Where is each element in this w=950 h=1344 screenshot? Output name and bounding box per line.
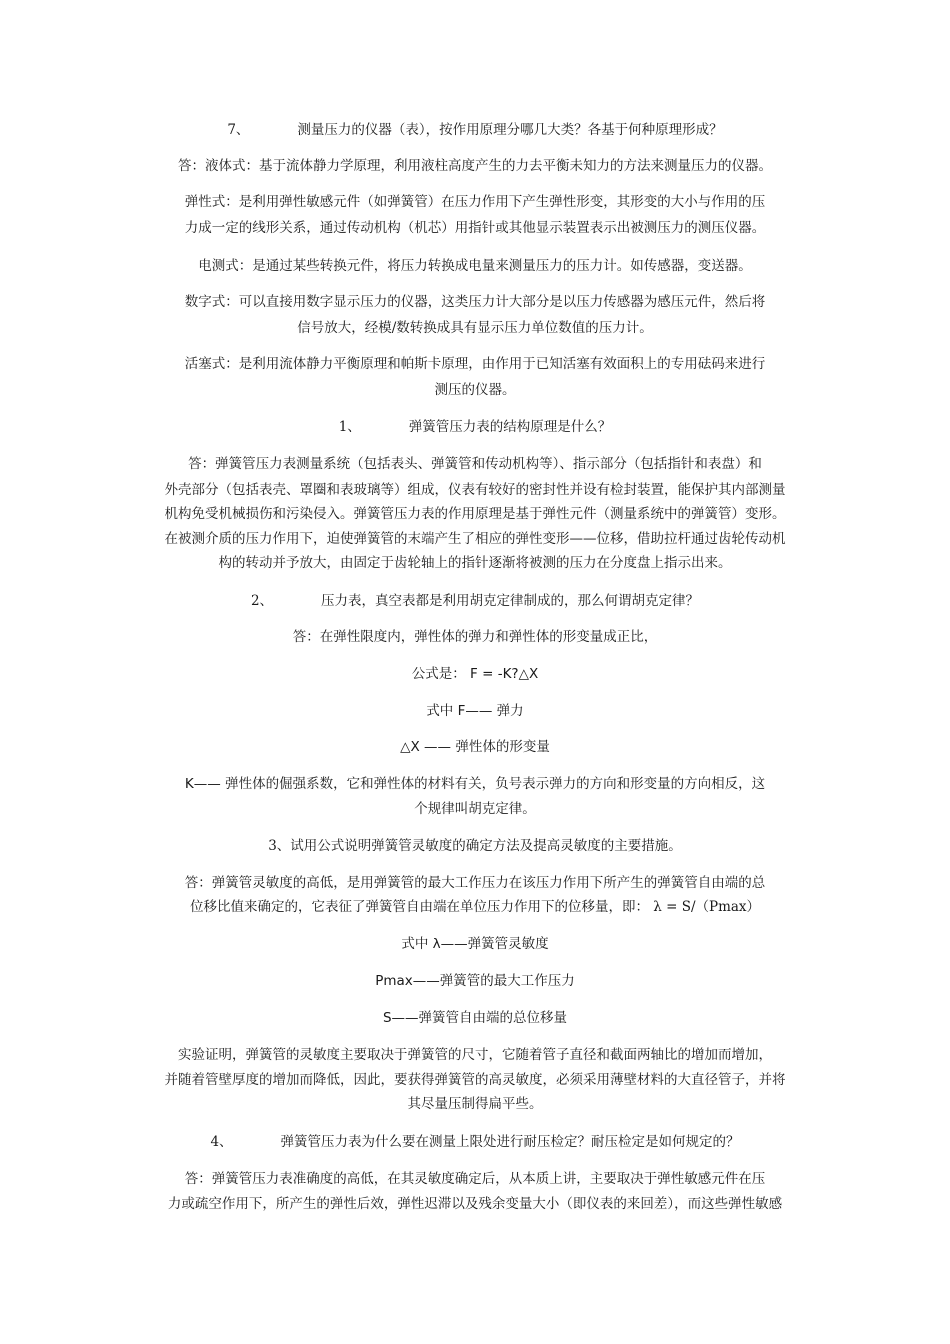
q2-question: 压力表，真空表都是利用胡克定律制成的，那么何谓胡克定律？ <box>321 593 700 609</box>
q1-answer-line1: 答：弹簧管压力表测量系统（包括表头、弹簧管和传动机构等）、指示部分（包括指针和表盘）和 <box>188 456 762 472</box>
q3-where-lambda: 式中 λ——弹簧管灵敏度 <box>401 936 549 952</box>
q7-digital-line1: 数字式：可以直接用数字显示压力的仪器，这类压力计大部分是以压力传感器为感压元件，然后将 <box>184 294 766 310</box>
q3-body-line1: 实验证明，弹簧管的灵敏度主要取决于弹簧管的尺寸，它随着管子直径和截面两轴比的增加而增加， <box>178 1047 772 1063</box>
q1-heading <box>0 418 950 436</box>
q7-question: 测量压力的仪器（表），按作用原理分哪几大类？各基于何种原理形成？ <box>297 122 723 138</box>
q2-where-f: 式中 F—— 弹力 <box>426 703 524 719</box>
q3-body-line2: 并随着管壁厚度的增加而降低，因此，要获得弹簧管的高灵敏度，必须采用薄壁材料的大直径管子，并将 <box>164 1072 786 1088</box>
q7-digital-line2: 信号放大，经模/数转换成具有显示压力单位数值的压力计。 <box>297 320 653 336</box>
q2-where-k-line2: 个规律叫胡克定律。 <box>414 801 536 817</box>
q4-answer-line1: 答：弹簧管压力表准确度的高低，在其灵敏度确定后，从本质上讲，主要取决于弹性敏感元件在压 <box>184 1171 766 1187</box>
q2-where-k-line1: K—— 弹性体的倔强系数，它和弹性体的材料有关，负号表示弹力的方向和形变量的方向相反，这 <box>184 776 766 792</box>
q2-heading <box>0 592 950 610</box>
q3-where-pmax: Pmax——弹簧管的最大工作压力 <box>375 973 575 989</box>
q3-answer-line2: 位移比值来确定的，它表征了弹簧管自由端在单位压力作用下的位移量，即： λ = S/（Pmax） <box>189 899 761 915</box>
q3-where-s: S——弹簧管自由端的总位移量 <box>382 1010 568 1026</box>
q3-heading: 3、试用公式说明弹簧管灵敏度的确定方法及提高灵敏度的主要措施。 <box>268 838 682 854</box>
q2-number: 2、 <box>250 593 274 609</box>
q1-question: 弹簧管压力表的结构原理是什么？ <box>408 419 612 435</box>
q2-where-x: △X —— 弹性体的形变量 <box>400 739 550 755</box>
q3-answer-line1: 答：弹簧管灵敏度的高低，是用弹簧管的最大工作压力在该压力作用下所产生的弹簧管自由端的总 <box>184 875 766 891</box>
q7-piston-line1: 活塞式：是利用流体静力平衡原理和帕斯卡原理，由作用于已知活塞有效面积上的专用砝码来进行 <box>184 356 766 372</box>
q7-electric: 电测式：是通过某些转换元件，将压力转换成电量来测量压力的压力计。如传感器，变送器。 <box>198 258 752 274</box>
q7-answer-liquid: 答：液体式：基于流体静力学原理，利用液柱高度产生的力去平衡未知力的方法来测量压力的仪器。 <box>178 158 772 174</box>
q4-number: 4、 <box>210 1134 233 1150</box>
q7-heading <box>0 121 950 139</box>
q7-elastic-line2: 力成一定的线形关系，通过传动机构（机芯）用指针或其他显示装置表示出被测压力的测压仪器。 <box>184 220 766 236</box>
q4-question: 弹簧管压力表为什么要在测量上限处进行耐压检定？耐压检定是如何规定的？ <box>280 1134 740 1150</box>
q7-elastic-line1: 弹性式：是利用弹性敏感元件（如弹簧管）在压力作用下产生弹性形变，其形变的大小与作用的压 <box>184 194 766 210</box>
q4-heading <box>0 1133 950 1151</box>
q1-answer-line5: 构的转动并予放大，由固定于齿轮轴上的指针逐渐将被测的压力在分度盘上指示出来。 <box>218 555 732 571</box>
q1-number: 1、 <box>338 419 361 435</box>
q7-number: 7、 <box>227 122 250 138</box>
q2-formula: 公式是： F = -K?△X <box>411 666 539 682</box>
q1-answer-line4: 在被测介质的压力作用下，迫使弹簧管的末端产生了相应的弹性变形——位移，借助拉杆通过齿轮传动机 <box>164 531 786 547</box>
q1-answer-line2: 外壳部分（包括表壳、罩圈和表玻璃等）组成，仪表有较好的密封性并设有检封装置，能保护其内部测量 <box>164 482 786 498</box>
q3-body-line3: 其尽量压制得扁平些。 <box>407 1096 543 1112</box>
q1-answer-line3: 机构免受机械损伤和污染侵入。弹簧管压力表的作用原理是基于弹性元件（测量系统中的弹簧管）变形。 <box>164 506 786 522</box>
q2-answer: 答：在弹性限度内，弹性体的弹力和弹性体的形变量成正比， <box>292 629 658 645</box>
q4-answer-line2: 力或疏空作用下，所产生的弹性后效，弹性迟滞以及残余变量大小（即仪表的来回差），而这些弹性敏感 <box>167 1196 783 1212</box>
q7-piston-line2: 测压的仪器。 <box>434 382 516 398</box>
